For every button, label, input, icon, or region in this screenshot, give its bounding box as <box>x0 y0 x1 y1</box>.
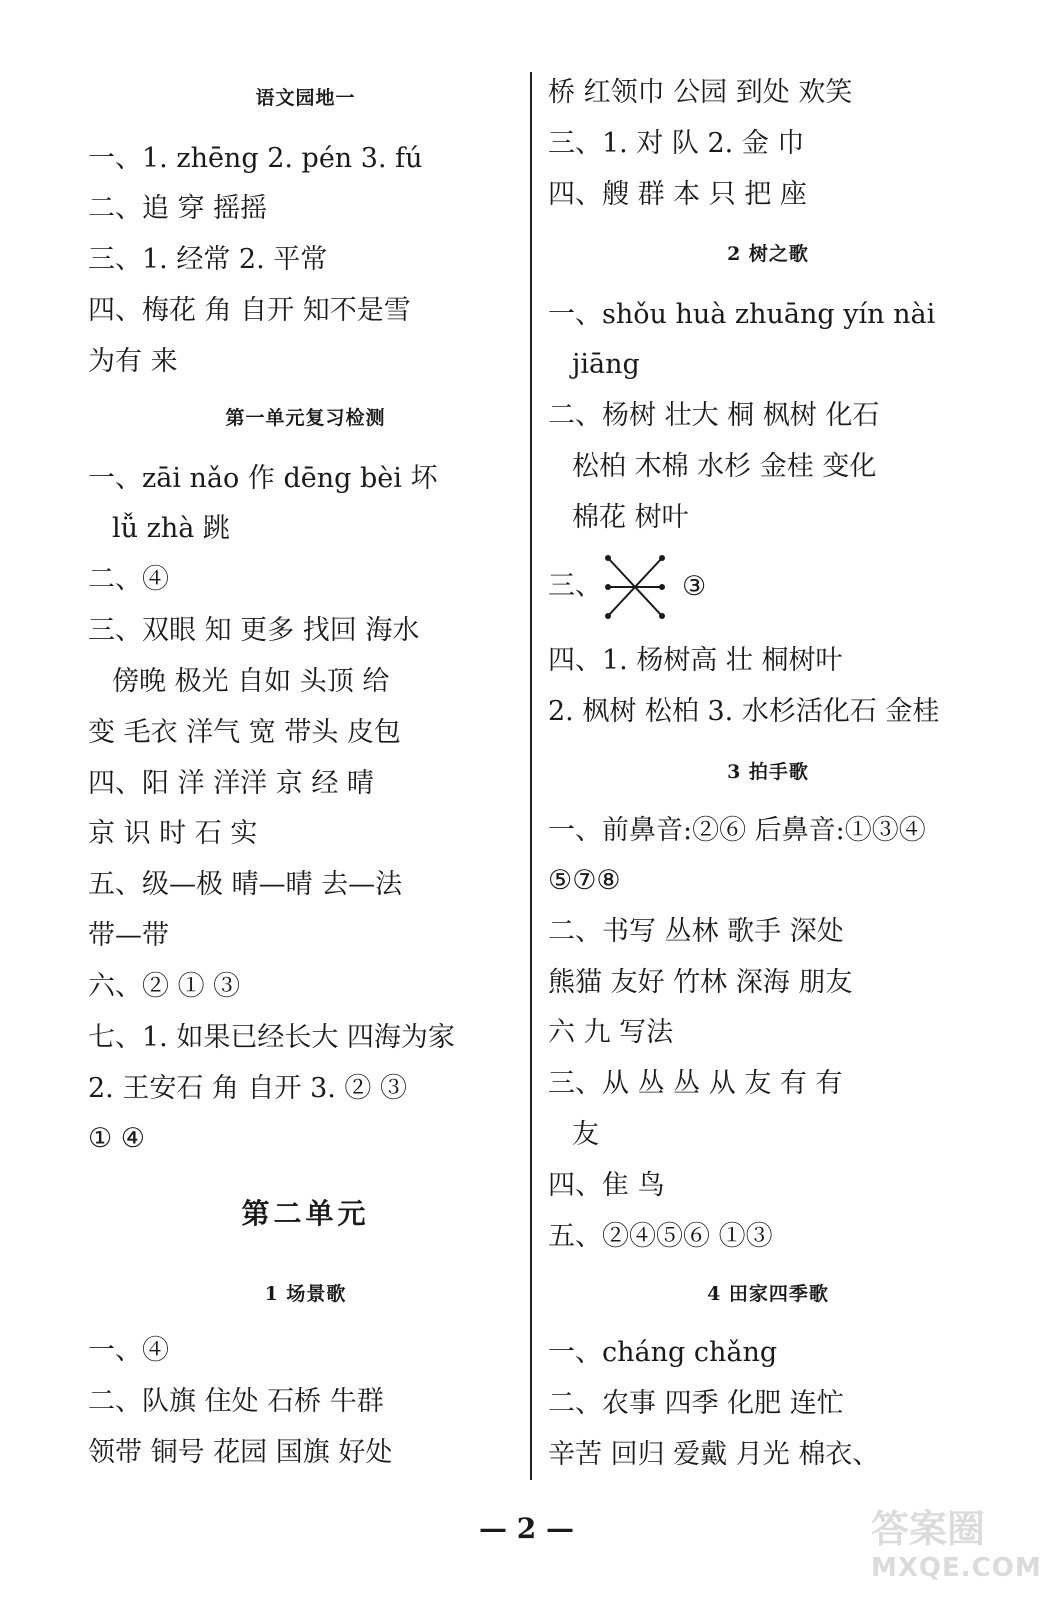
lesson-title: 3 拍手歌 <box>727 761 809 783</box>
answer-line: 五、级—极 晴—晴 去—法 <box>88 869 403 900</box>
answer-line: 一、shǒu huà zhuāng yín nài <box>548 299 936 330</box>
answer-line: 三、从 丛 丛 从 友 有 有 <box>548 1068 843 1099</box>
answer-line: 二、④ <box>88 564 169 595</box>
watermark-url: MXQE.COM <box>871 1553 1042 1583</box>
answer-line: 二、队旗 住处 石桥 牛群 <box>88 1386 384 1417</box>
answer-line: 二、杨树 壮大 桐 枫树 化石 <box>548 400 880 431</box>
answer-line: 三、双眼 知 更多 找回 海水 <box>88 615 420 646</box>
answer-line: 变 毛衣 洋气 宽 带头 皮包 <box>88 717 401 748</box>
page-number: — 2 — <box>479 1512 574 1545</box>
answer-line: 四、阳 洋 洋洋 京 经 晴 <box>88 768 374 799</box>
answer-line: 一、1. zhēng 2. pén 3. fú <box>88 143 423 174</box>
answer-line: 一、④ <box>88 1335 169 1366</box>
answer-line: 桥 红领巾 公园 到处 欢笑 <box>548 77 853 108</box>
answer-line: 2. 枫树 松柏 3. 水杉活化石 金桂 <box>548 696 940 727</box>
watermark-logo <box>871 1498 1042 1583</box>
answer-suffix: ③ <box>682 570 707 602</box>
answer-line: 京 识 时 石 实 <box>88 818 258 849</box>
answer-line: 七、1. 如果已经长大 四海为家 <box>88 1022 455 1053</box>
answer-line: jiāng <box>572 349 640 380</box>
answer-line: 熊猫 友好 竹林 深海 朋友 <box>548 967 853 998</box>
answer-line: ⑤⑦⑧ <box>548 865 621 896</box>
answer-line: lǚ zhà 跳 <box>112 513 230 544</box>
watermark-text: 答案圈 <box>871 1507 986 1551</box>
answer-line: 四、梅花 角 自开 知不是雪 <box>88 295 411 326</box>
answer-line: 六 九 写法 <box>548 1017 674 1048</box>
answer-line-matching <box>548 552 706 622</box>
answer-line: 2. 王安石 角 自开 3. ② ③ <box>88 1073 408 1104</box>
answer-line: 棉花 树叶 <box>572 502 689 533</box>
answer-line: 二、书写 丛林 歌手 深处 <box>548 916 844 947</box>
matching-lines-icon <box>602 552 668 622</box>
answer-line: ① ④ <box>88 1123 145 1154</box>
section-title: 语文园地一 <box>255 87 356 109</box>
answer-line: 四、隹 鸟 <box>548 1170 665 1201</box>
lesson-title: 4 田家四季歌 <box>707 1283 829 1305</box>
answer-line: 友 <box>572 1119 599 1150</box>
answer-line: 为有 来 <box>88 346 178 377</box>
answer-line: 一、zāi nǎo 作 dēng bèi 坏 <box>88 463 438 494</box>
section-title: 第一单元复习检测 <box>225 407 386 429</box>
answer-line: 松柏 木棉 水杉 金桂 变化 <box>572 451 877 482</box>
answer-line: 三、1. 对 队 2. 金 巾 <box>548 128 805 159</box>
column-divider <box>530 72 532 1480</box>
answer-line: 五、②④⑤⑥ ①③ <box>548 1221 773 1252</box>
answer-line: 一、cháng chǎng <box>548 1337 778 1368</box>
lesson-title: 1 场景歌 <box>264 1283 347 1305</box>
answer-line: 傍晚 极光 自如 头顶 给 <box>112 666 390 697</box>
answer-line: 辛苦 回归 爱戴 月光 棉衣、 <box>548 1439 880 1470</box>
answer-line: 二、农事 四季 化肥 连忙 <box>548 1388 844 1419</box>
lesson-title: 2 树之歌 <box>727 243 809 265</box>
answer-line: 领带 铜号 花园 国旗 好处 <box>88 1437 393 1468</box>
answer-line: 带—带 <box>88 920 169 951</box>
answer-line: 三、1. 经常 2. 平常 <box>88 244 328 275</box>
answer-line: 六、② ① ③ <box>88 971 241 1002</box>
answer-line: 二、追 穿 摇摇 <box>88 193 268 224</box>
answer-line: 一、前鼻音:②⑥ 后鼻音:①③④ <box>548 815 926 846</box>
answer-line: 四、艘 群 本 只 把 座 <box>548 179 807 210</box>
answer-prefix: 三、 <box>548 570 602 602</box>
unit-title: 第二单元 <box>241 1197 370 1230</box>
answer-line: 四、1. 杨树高 壮 桐树叶 <box>548 645 843 676</box>
